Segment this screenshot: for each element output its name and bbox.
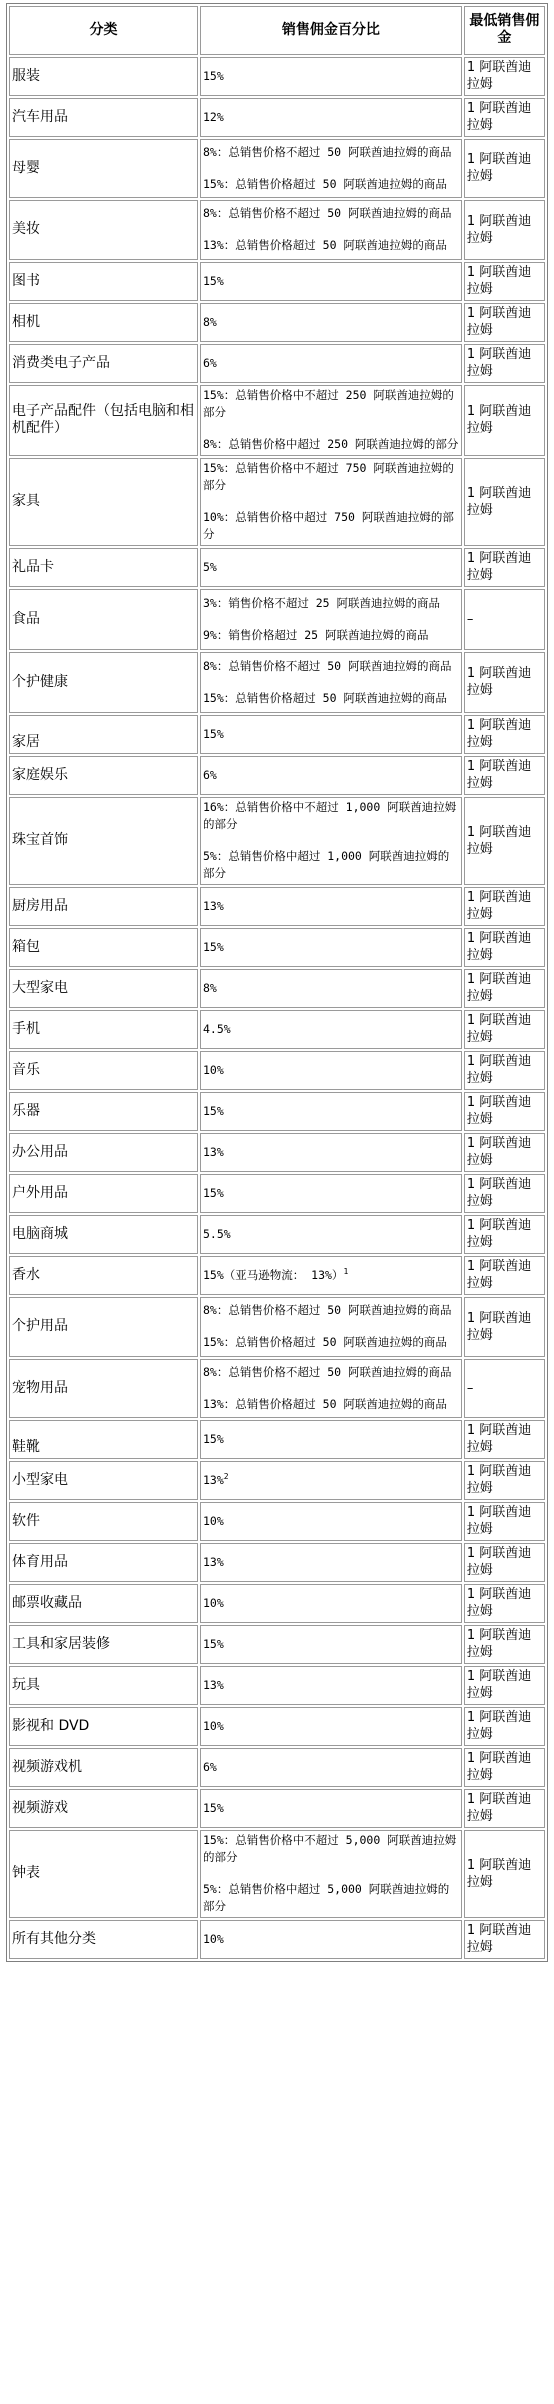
table-row <box>9 797 545 885</box>
table-row <box>9 385 545 456</box>
rate-cell <box>200 344 462 383</box>
rate-text <box>203 509 459 543</box>
min-fee-cell: 1 阿联酋迪拉姆 <box>464 1133 545 1172</box>
category-cell: 影视和 DVD <box>9 1707 198 1746</box>
rate-text <box>203 1800 459 1817</box>
rate-value: 13% <box>202 898 224 913</box>
min-fee-cell: – <box>464 1359 545 1418</box>
rate-cell <box>200 303 462 342</box>
rate-text <box>203 68 459 85</box>
rate-value: 8%：总销售价格中超过 250 阿联酋迪拉姆的部分 <box>202 437 459 451</box>
rate-text <box>203 1431 459 1448</box>
min-fee-cell: 1 阿联酋迪拉姆 <box>464 548 545 587</box>
min-fee-cell: 1 阿联酋迪拉姆 <box>464 1502 545 1541</box>
rate-text <box>203 460 459 494</box>
rate-value: 5%：总销售价格中超过 1,000 阿联酋迪拉姆的部分 <box>202 849 450 880</box>
category-cell: 钟表 <box>9 1830 198 1918</box>
table-row <box>9 57 545 96</box>
table-row <box>9 303 545 342</box>
min-fee-cell: 1 阿联酋迪拉姆 <box>464 344 545 383</box>
rate-text <box>203 176 459 193</box>
category-cell: 个护用品 <box>9 1297 198 1357</box>
rate-cell <box>200 1789 462 1828</box>
category-cell: 消费类电子产品 <box>9 344 198 383</box>
category-cell: 视频游戏机 <box>9 1748 198 1787</box>
rate-value: 6% <box>202 1759 217 1774</box>
rate-value: 8% <box>202 980 217 995</box>
table-row <box>9 1010 545 1049</box>
rate-cell <box>200 57 462 96</box>
table-row <box>9 1789 545 1828</box>
rate-text <box>203 436 459 453</box>
category-cell: 相机 <box>9 303 198 342</box>
min-fee-cell: 1 阿联酋迪拉姆 <box>464 1789 545 1828</box>
category-cell: 家居 <box>9 715 198 754</box>
rate-text <box>203 144 459 161</box>
min-fee-cell: 1 阿联酋迪拉姆 <box>464 57 545 96</box>
rate-cell <box>200 1051 462 1090</box>
min-fee-cell: 1 阿联酋迪拉姆 <box>464 1666 545 1705</box>
rate-value: 15% <box>202 1431 224 1446</box>
header-rate: 销售佣金百分比 <box>200 6 462 55</box>
min-fee-cell: 1 阿联酋迪拉姆 <box>464 1010 545 1049</box>
rate-value: 10% <box>202 1513 224 1528</box>
category-cell: 体育用品 <box>9 1543 198 1582</box>
category-cell: 乐器 <box>9 1092 198 1131</box>
min-fee-cell: 1 阿联酋迪拉姆 <box>464 1092 545 1131</box>
rate-value: 16%：总销售价格中不超过 1,000 阿联酋迪拉姆的部分 <box>202 800 457 831</box>
rate-value: 13% <box>202 1677 224 1692</box>
table-row <box>9 756 545 795</box>
table-row <box>9 1215 545 1254</box>
table-row <box>9 344 545 383</box>
table-row <box>9 1174 545 1213</box>
rate-cell <box>200 1133 462 1172</box>
rate-value: 10% <box>202 1718 224 1733</box>
rate-value: 15% <box>202 1185 224 1200</box>
category-cell: 家庭娱乐 <box>9 756 198 795</box>
min-fee-cell: 1 阿联酋迪拉姆 <box>464 969 545 1008</box>
rate-value: 15%：总销售价格超过 50 阿联酋迪拉姆的商品 <box>202 690 447 705</box>
rate-text <box>203 1832 459 1866</box>
rate-text <box>203 726 459 743</box>
rate-text <box>203 1677 459 1694</box>
category-cell: 服装 <box>9 57 198 96</box>
header-min-fee: 最低销售佣金 <box>464 6 545 55</box>
rate-value: 15% <box>202 68 224 83</box>
rate-value: 8% <box>202 314 217 329</box>
rate-value: 15%：总销售价格超过 50 阿联酋迪拉姆的商品 <box>202 176 447 191</box>
min-fee-cell: 1 阿联酋迪拉姆 <box>464 1051 545 1090</box>
min-fee-cell: 1 阿联酋迪拉姆 <box>464 1297 545 1357</box>
table-row <box>9 1830 545 1918</box>
category-cell: 玩具 <box>9 1666 198 1705</box>
rate-cell <box>200 1256 462 1295</box>
min-fee-cell: 1 阿联酋迪拉姆 <box>464 652 545 713</box>
rate-value: 5% <box>202 559 217 574</box>
referral-fee-table <box>6 3 548 1962</box>
category-cell: 小型家电 <box>9 1461 198 1500</box>
rate-value: 15%（亚马逊物流： 13%） <box>202 1267 344 1282</box>
category-cell: 个护健康 <box>9 652 198 713</box>
rate-value: 13% <box>202 1144 224 1159</box>
rate-value: 10% <box>202 1062 224 1077</box>
category-cell: 美妆 <box>9 200 198 260</box>
rate-value: 8%：总销售价格不超过 50 阿联酋迪拉姆的商品 <box>202 658 452 673</box>
rate-cell <box>200 1543 462 1582</box>
rate-value: 10%：总销售价格中超过 750 阿联酋迪拉姆的部分 <box>202 510 454 541</box>
rate-text <box>203 387 459 421</box>
rate-text <box>203 1595 459 1612</box>
rate-value: 6% <box>202 355 217 370</box>
table-row <box>9 1359 545 1418</box>
rate-text <box>203 627 459 644</box>
category-cell: 香水 <box>9 1256 198 1295</box>
header-row <box>9 6 545 55</box>
min-fee-cell: 1 阿联酋迪拉姆 <box>464 458 545 546</box>
table-row <box>9 1420 545 1459</box>
table-row <box>9 928 545 967</box>
min-fee-cell: 1 阿联酋迪拉姆 <box>464 756 545 795</box>
rate-cell <box>200 887 462 926</box>
rate-cell <box>200 652 462 713</box>
rate-cell <box>200 1584 462 1623</box>
category-cell: 大型家电 <box>9 969 198 1008</box>
min-fee-cell: 1 阿联酋迪拉姆 <box>464 1256 545 1295</box>
rate-cell <box>200 458 462 546</box>
table-row <box>9 548 545 587</box>
rate-value: 8%：总销售价格不超过 50 阿联酋迪拉姆的商品 <box>202 144 452 159</box>
rate-cell <box>200 139 462 198</box>
category-cell: 汽车用品 <box>9 98 198 137</box>
rate-value: 8%：总销售价格不超过 50 阿联酋迪拉姆的商品 <box>202 206 452 220</box>
rate-value: 9%：销售价格超过 25 阿联酋迪拉姆的商品 <box>202 627 429 642</box>
category-cell: 所有其他分类 <box>9 1920 198 1959</box>
rate-value: 13%：总销售价格超过 50 阿联酋迪拉姆的商品 <box>202 1396 447 1411</box>
rate-cell <box>200 262 462 301</box>
category-cell: 厨房用品 <box>9 887 198 926</box>
rate-cell <box>200 548 462 587</box>
table-row <box>9 1920 545 1959</box>
table-row <box>9 1092 545 1131</box>
rate-text <box>203 1364 459 1381</box>
min-fee-cell: 1 阿联酋迪拉姆 <box>464 1584 545 1623</box>
rate-text <box>203 1144 459 1161</box>
rate-text <box>203 799 459 833</box>
min-fee-cell: 1 阿联酋迪拉姆 <box>464 262 545 301</box>
rate-cell <box>200 1707 462 1746</box>
min-fee-cell: 1 阿联酋迪拉姆 <box>464 887 545 926</box>
rate-value: 13%：总销售价格超过 50 阿联酋迪拉姆的商品 <box>202 238 447 252</box>
table-row <box>9 1297 545 1357</box>
rate-cell <box>200 1174 462 1213</box>
rate-text <box>203 1062 459 1079</box>
rate-value: 3%：销售价格不超过 25 阿联酋迪拉姆的商品 <box>202 595 441 610</box>
rate-text <box>203 1021 459 1038</box>
rate-cell <box>200 385 462 456</box>
table-row <box>9 1051 545 1090</box>
min-fee-cell: 1 阿联酋迪拉姆 <box>464 139 545 198</box>
rate-text <box>203 1103 459 1120</box>
rate-text <box>203 658 459 675</box>
rate-cell <box>200 200 462 260</box>
table-row <box>9 1584 545 1623</box>
table-row <box>9 589 545 650</box>
rate-value: 6% <box>202 767 217 782</box>
rate-text <box>203 1226 459 1243</box>
min-fee-cell: – <box>464 589 545 650</box>
rate-value: 15% <box>202 939 224 954</box>
rate-text <box>203 1554 459 1571</box>
min-fee-cell: 1 阿联酋迪拉姆 <box>464 1420 545 1459</box>
rate-text <box>203 595 459 612</box>
category-cell: 邮票收藏品 <box>9 1584 198 1623</box>
min-fee-cell: 1 阿联酋迪拉姆 <box>464 98 545 137</box>
rate-text <box>203 559 459 576</box>
table-row <box>9 1625 545 1664</box>
table-body <box>9 57 545 1959</box>
rate-cell <box>200 1748 462 1787</box>
min-fee-cell: 1 阿联酋迪拉姆 <box>464 200 545 260</box>
rate-cell <box>200 1625 462 1664</box>
min-fee-cell: 1 阿联酋迪拉姆 <box>464 1174 545 1213</box>
category-cell: 软件 <box>9 1502 198 1541</box>
rate-cell <box>200 797 462 885</box>
footnote-marker: 1 <box>343 1266 349 1276</box>
rate-text <box>203 1334 459 1351</box>
table-row <box>9 1256 545 1295</box>
rate-cell <box>200 1920 462 1959</box>
category-cell: 宠物用品 <box>9 1359 198 1418</box>
category-cell: 工具和家居装修 <box>9 1625 198 1664</box>
rate-cell <box>200 1359 462 1418</box>
rate-value: 13% <box>202 1554 224 1569</box>
rate-cell <box>200 1420 462 1459</box>
rate-cell <box>200 1502 462 1541</box>
table-row <box>9 458 545 546</box>
rate-value: 5.5% <box>202 1226 231 1241</box>
rate-cell <box>200 756 462 795</box>
category-cell: 视频游戏 <box>9 1789 198 1828</box>
rate-text <box>203 273 459 290</box>
category-cell: 电脑商城 <box>9 1215 198 1254</box>
rate-cell <box>200 1092 462 1131</box>
table-row <box>9 139 545 198</box>
rate-value: 15%：总销售价格中不超过 250 阿联酋迪拉姆的部分 <box>202 388 454 419</box>
category-cell: 电子产品配件（包括电脑和相机配件） <box>9 385 198 456</box>
min-fee-cell: 1 阿联酋迪拉姆 <box>464 303 545 342</box>
table-row <box>9 98 545 137</box>
min-fee-cell: 1 阿联酋迪拉姆 <box>464 1461 545 1500</box>
rate-cell <box>200 1215 462 1254</box>
rate-text <box>203 314 459 331</box>
rate-text <box>203 1472 459 1489</box>
rate-text <box>203 980 459 997</box>
rate-cell <box>200 969 462 1008</box>
table-row <box>9 969 545 1008</box>
min-fee-cell: 1 阿联酋迪拉姆 <box>464 1625 545 1664</box>
rate-text <box>203 1636 459 1653</box>
footnote-marker: 2 <box>223 1471 229 1481</box>
rate-text <box>203 1759 459 1776</box>
rate-text <box>203 237 459 254</box>
category-cell: 手机 <box>9 1010 198 1049</box>
rate-value: 5%：总销售价格中超过 5,000 阿联酋迪拉姆的部分 <box>202 1882 450 1913</box>
rate-text <box>203 355 459 372</box>
rate-value: 15% <box>202 1636 224 1651</box>
rate-cell <box>200 715 462 754</box>
category-cell: 礼品卡 <box>9 548 198 587</box>
rate-cell <box>200 1830 462 1918</box>
category-cell: 图书 <box>9 262 198 301</box>
rate-text <box>203 939 459 956</box>
table-row <box>9 887 545 926</box>
rate-cell <box>200 1461 462 1500</box>
min-fee-cell: 1 阿联酋迪拉姆 <box>464 1707 545 1746</box>
rate-value: 15% <box>202 273 224 288</box>
category-cell: 珠宝首饰 <box>9 797 198 885</box>
rate-value: 4.5% <box>202 1021 231 1036</box>
rate-text <box>203 898 459 915</box>
rate-value: 13% <box>202 1472 224 1487</box>
rate-text <box>203 690 459 707</box>
min-fee-cell: 1 阿联酋迪拉姆 <box>464 385 545 456</box>
rate-text <box>203 1185 459 1202</box>
rate-value: 10% <box>202 1595 224 1610</box>
rate-text <box>203 1267 459 1284</box>
rate-text <box>203 1881 459 1915</box>
min-fee-cell: 1 阿联酋迪拉姆 <box>464 1543 545 1582</box>
rate-value: 10% <box>202 1931 224 1946</box>
min-fee-cell: 1 阿联酋迪拉姆 <box>464 715 545 754</box>
table-row <box>9 200 545 260</box>
header-category: 分类 <box>9 6 198 55</box>
rate-cell <box>200 1297 462 1357</box>
rate-value: 12% <box>202 109 224 124</box>
rate-value: 8%：总销售价格不超过 50 阿联酋迪拉姆的商品 <box>202 1364 452 1379</box>
min-fee-cell: 1 阿联酋迪拉姆 <box>464 1748 545 1787</box>
rate-text <box>203 1718 459 1735</box>
table-row <box>9 1748 545 1787</box>
rate-value: 15% <box>202 726 224 741</box>
table-row <box>9 1707 545 1746</box>
rate-text <box>203 848 459 882</box>
rate-value: 15%：总销售价格中不超过 750 阿联酋迪拉姆的部分 <box>202 461 454 492</box>
rate-text <box>203 1513 459 1530</box>
category-cell: 音乐 <box>9 1051 198 1090</box>
min-fee-cell: 1 阿联酋迪拉姆 <box>464 1215 545 1254</box>
rate-text <box>203 205 459 222</box>
rate-cell <box>200 589 462 650</box>
rate-cell <box>200 928 462 967</box>
rate-text <box>203 1302 459 1319</box>
rate-text <box>203 1396 459 1413</box>
table-row <box>9 1543 545 1582</box>
min-fee-cell: 1 阿联酋迪拉姆 <box>464 1830 545 1918</box>
rate-value: 15% <box>202 1800 224 1815</box>
category-cell: 母婴 <box>9 139 198 198</box>
table-row <box>9 1461 545 1500</box>
table-row <box>9 652 545 713</box>
rate-value: 15%：总销售价格中不超过 5,000 阿联酋迪拉姆的部分 <box>202 1833 457 1864</box>
min-fee-cell: 1 阿联酋迪拉姆 <box>464 928 545 967</box>
table-row <box>9 1666 545 1705</box>
category-cell: 鞋靴 <box>9 1420 198 1459</box>
rate-value: 15%：总销售价格超过 50 阿联酋迪拉姆的商品 <box>202 1335 447 1349</box>
min-fee-cell: 1 阿联酋迪拉姆 <box>464 797 545 885</box>
category-cell: 食品 <box>9 589 198 650</box>
rate-value: 15% <box>202 1103 224 1118</box>
rate-text <box>203 109 459 126</box>
table-row <box>9 262 545 301</box>
table-row <box>9 1502 545 1541</box>
rate-text <box>203 1931 459 1948</box>
category-cell: 户外用品 <box>9 1174 198 1213</box>
category-cell: 箱包 <box>9 928 198 967</box>
rate-text <box>203 767 459 784</box>
rate-value: 8%：总销售价格不超过 50 阿联酋迪拉姆的商品 <box>202 1303 452 1317</box>
category-cell: 办公用品 <box>9 1133 198 1172</box>
table-row <box>9 1133 545 1172</box>
rate-cell <box>200 1010 462 1049</box>
rate-cell <box>200 98 462 137</box>
min-fee-cell: 1 阿联酋迪拉姆 <box>464 1920 545 1959</box>
category-cell: 家具 <box>9 458 198 546</box>
table-row <box>9 715 545 754</box>
rate-cell <box>200 1666 462 1705</box>
